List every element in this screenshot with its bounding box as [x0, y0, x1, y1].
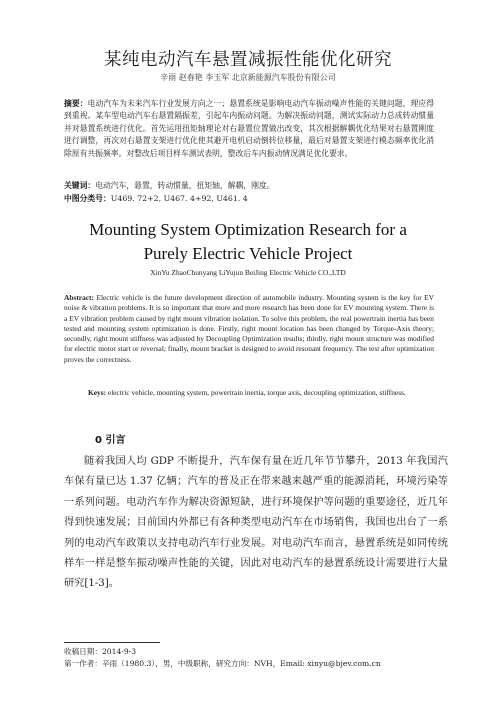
english-keywords-text: electric vehicle, mounting system, powertrain inertia, torque axis, decoupling optimization, stiffness. — [107, 388, 406, 397]
chinese-abstract — [64, 98, 434, 160]
chinese-abstract-label: 摘要： — [64, 99, 88, 108]
chinese-keywords-label: 关键词： — [64, 181, 96, 190]
english-title-line-1: Mounting System Optimization Research for a — [89, 220, 407, 239]
english-keywords-label: Keys: — [88, 388, 107, 397]
footnote-received-date: 收稿日期：2014-9-3 — [64, 647, 137, 656]
english-abstract-text: Electric vehicle is the future development direction of automobile industry. Mounting system is the key for EV noise & vibration problems. It is so important that more and more research has been done for EV mounting system. There is a EV vibration problem caused by right mount vibration isolation. To solve this problem, the real powertrain inertia has been tested and mounting system optimization is done. Firstly, right mount location has been changed by Torque-Axis theory; secondly, right mount stiffness was adjusted by Decoupling Optimization results; thirdly, right mount structure was modified for electric motor start or reversal; finally, mount bracket is designed to avoid resonant frequency. The test after optimization proves the correctness. — [64, 293, 434, 364]
introduction-paragraph: 随着我国人均 GDP 不断提升，汽车保有量在近几年节节攀升，2013 年我国汽车保有量已达 1.37 亿辆；汽车的普及正在带来越来越严重的能源消耗，环境污染等一系列问题。电动汽车作为解决资源短缺，进行环境保护等问题的重要途径，近几年得到快速发展；目前国内外都已有各种类型电动汽车在市场销售，我国也出台了一系列的电动汽车政策以支持电动汽车行业发展。对电动汽车而言，悬置系统是如同传统样车一样是整车振动噪声性能的关键，因此对电动汽车的悬置系统设计需要进行大量研究[1-3]。 — [64, 456, 448, 590]
english-abstract — [64, 293, 434, 365]
footnote-divider — [64, 642, 160, 643]
chinese-authors: 辛雨 赵春艳 李玉军 北京新能源汽车股份有限公司 — [160, 73, 336, 82]
chinese-abstract-text: 电动汽车为未来汽车行业发展方向之一；悬置系统是影响电动汽车振动噪声性能的关键问题，理应得到重视。某车型电动汽车右悬置隔振差，引起车内振动问题。为解决振动问题，测试实际动力总成转动惯量并对悬置系统进行优化。首先运用扭矩轴理论对右悬置位置做出改变，其次根据解耦优化结果对右悬置刚度进行调整，再次对右悬置支架进行优化使其避开电机启动倒转位移量，最后对悬置支架进行模态频率优化消除原有共振频率。对整改后项目样车测试表明，整改后车内振动情况满足优化要求。 — [64, 99, 434, 158]
english-authors: XinYu ZhaoChunyang LiYujun BeiJing Electric Vehicle CO.,LTD — [150, 268, 346, 277]
chinese-keywords-text: 电动汽车，悬置，转动惯量，扭矩轴，解耦，刚度。 — [95, 181, 275, 190]
classification-codes: U469. 72+2, U467. 4+92, U461. 4 — [110, 194, 248, 203]
section-heading-introduction: 0 引言 — [95, 435, 126, 446]
english-title-line-2: Purely Electric Vehicle Project — [143, 244, 353, 263]
chinese-keywords — [64, 180, 434, 191]
chinese-title: 某纯电动汽车悬置减振性能优化研究 — [104, 50, 392, 70]
classification-number — [64, 193, 434, 204]
classification-label: 中图分类号： — [64, 194, 111, 203]
english-title — [0, 218, 496, 266]
english-keywords — [88, 388, 438, 397]
english-abstract-label: Abstract: — [64, 293, 94, 302]
footnote-first-author: 第一作者：辛雨（1980.3），男，中级职称，研究方向：NVH，Email: xinyu@bjev.com.cn — [64, 659, 381, 668]
